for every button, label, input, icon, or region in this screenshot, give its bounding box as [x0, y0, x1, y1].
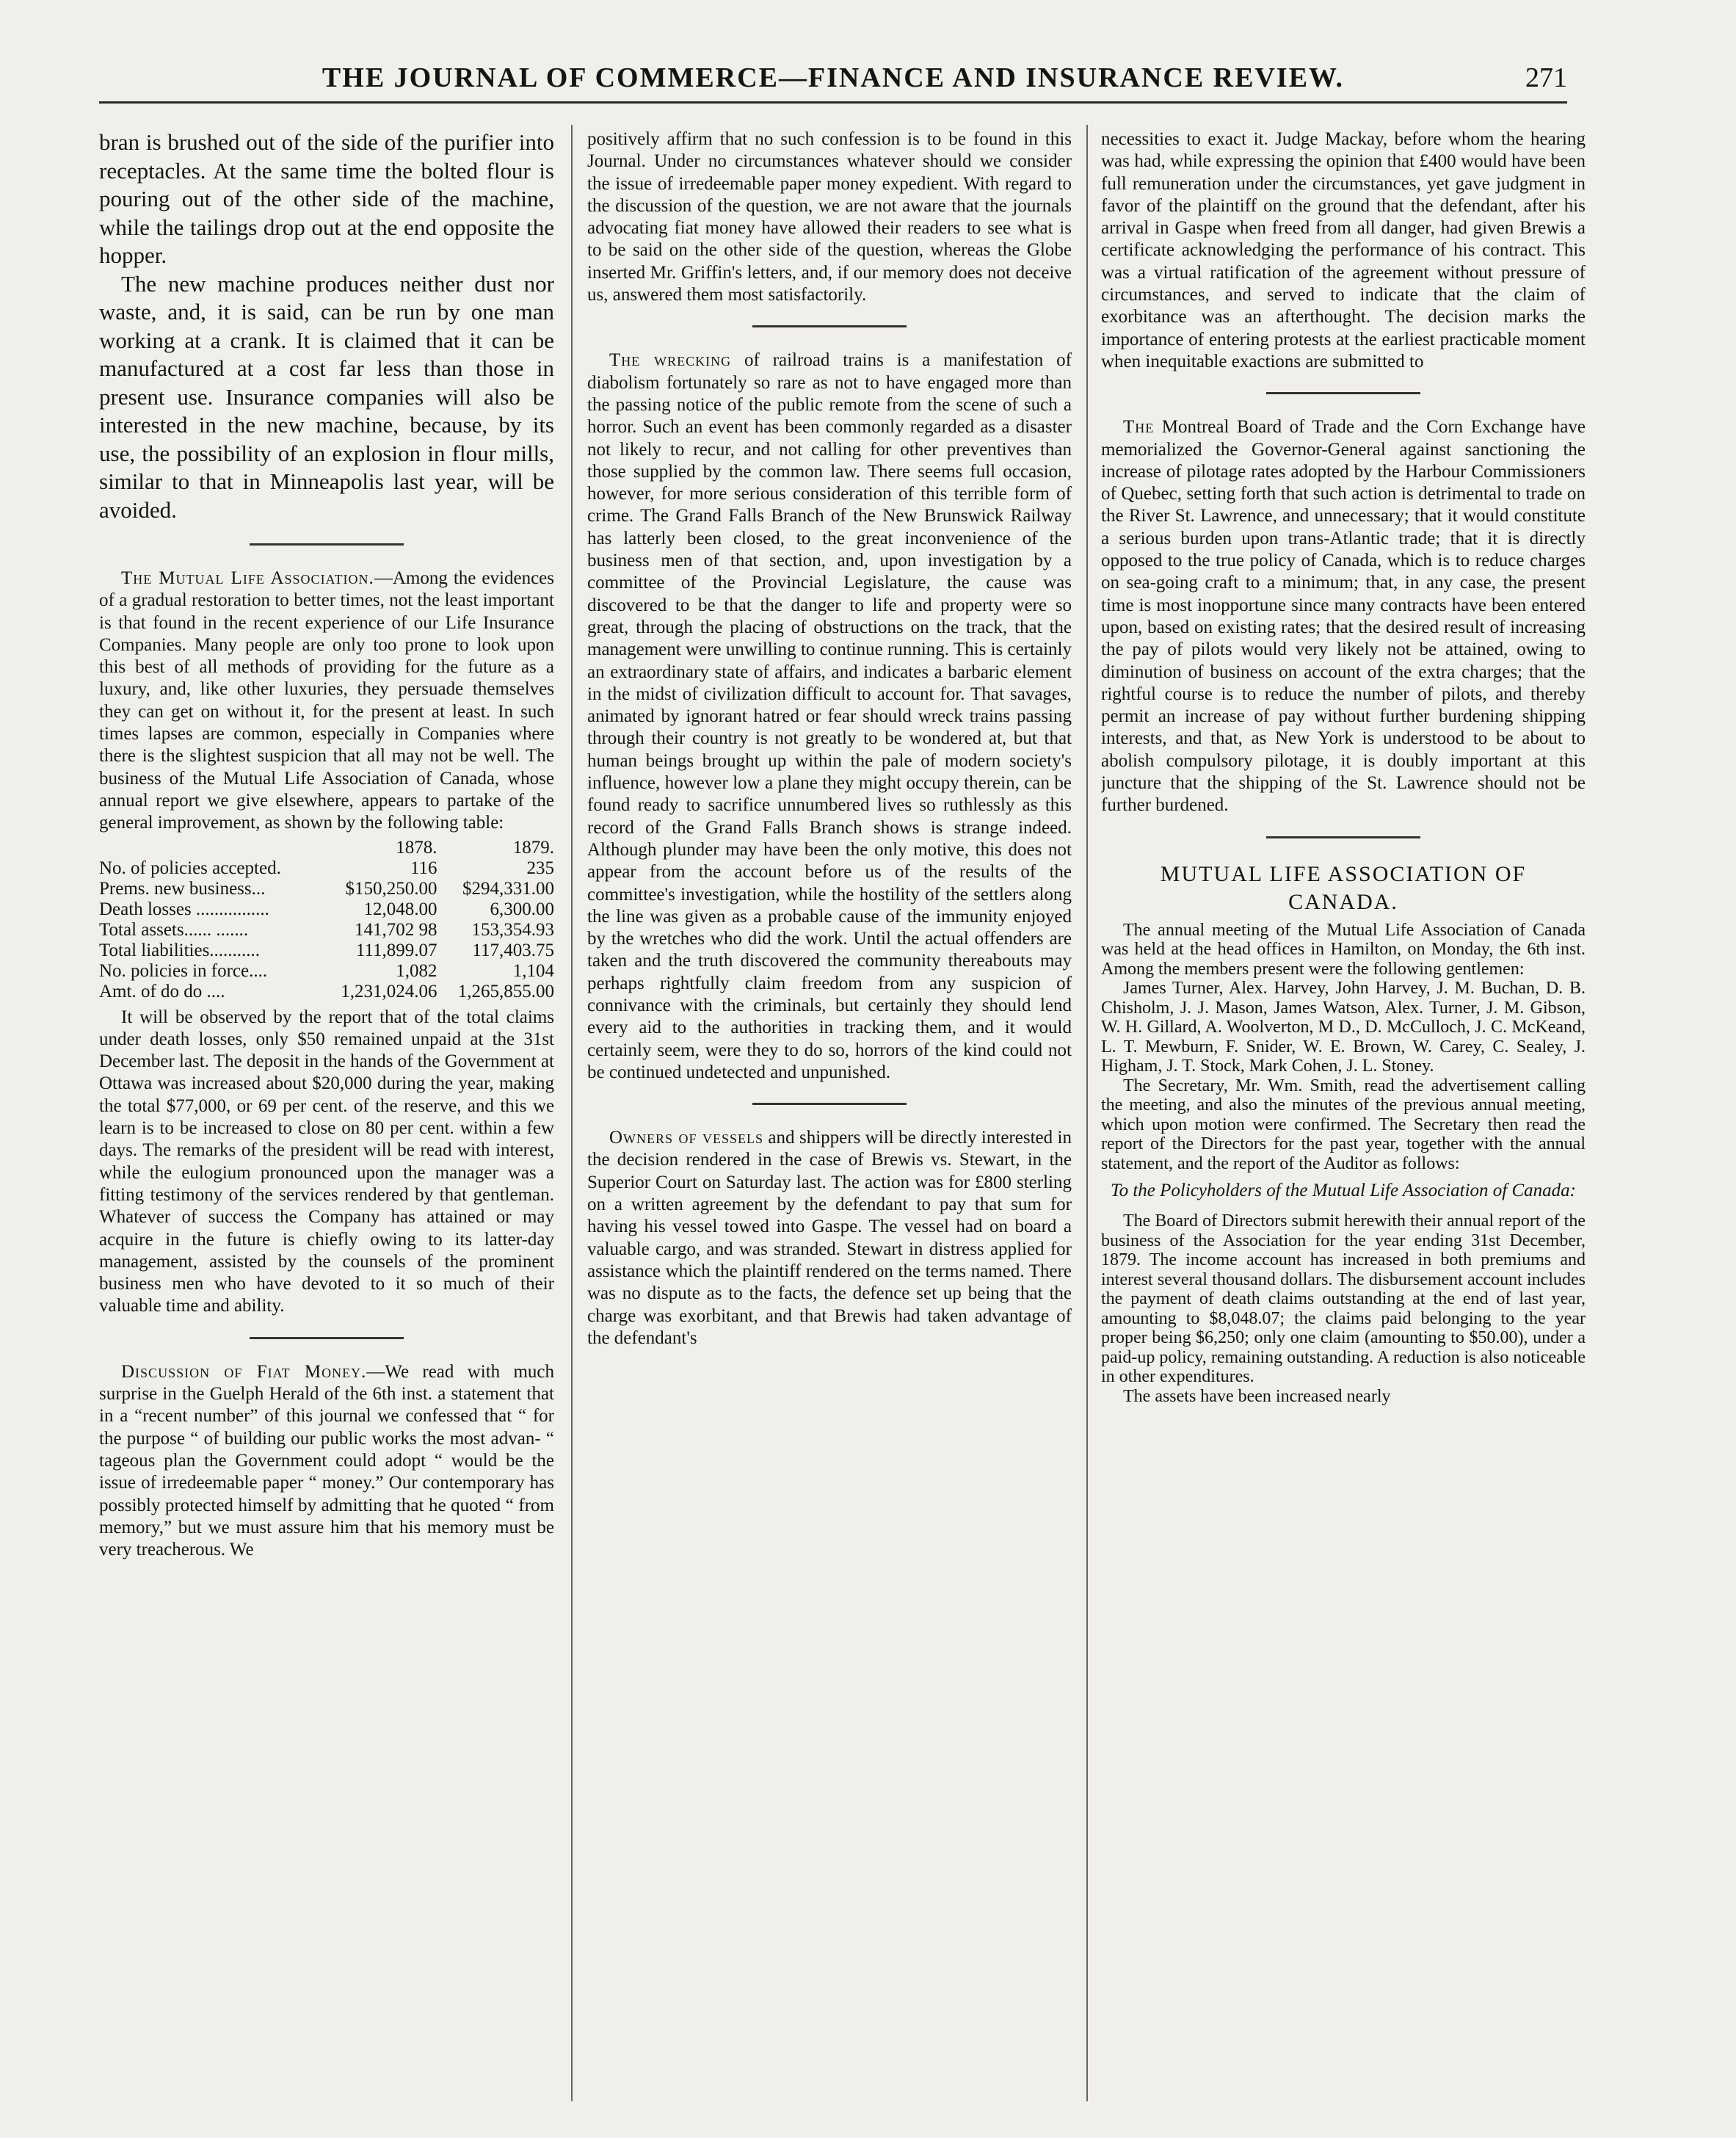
cell-1878: 116 [410, 858, 437, 878]
row-label: Death losses ................ [99, 899, 269, 919]
paragraph: The assets have been increased nearly [1123, 1386, 1391, 1406]
journal-title: THE JOURNAL OF COMMERCE—FINANCE AND INSURANCE REVIEW. [322, 62, 1345, 93]
section-divider [752, 325, 907, 327]
paragraph: The annual meeting of the Mutual Life Association of Canada was held at the head offices in Hamilton, on Monday, the 6th inst. Among the members present were the following gentlemen: [1101, 920, 1586, 979]
cell-1878: 111,899.07 [355, 940, 437, 960]
section-divider [1266, 836, 1420, 838]
cell-1879: 117,403.75 [472, 940, 554, 960]
cell-1879: $294,331.00 [462, 878, 554, 899]
section-divider [1266, 392, 1420, 394]
section-divider [250, 1337, 404, 1339]
cell-1878: $150,250.00 [345, 878, 437, 899]
article-heading: The wrecking [609, 350, 732, 371]
mutual-life-article [99, 568, 554, 835]
table-row [99, 879, 554, 899]
table-row [99, 961, 554, 982]
article-heading: The [1123, 417, 1155, 438]
column-divider [571, 125, 573, 2101]
article-heading: The Mutual Life Association. [121, 568, 374, 588]
article-heading: Discussion of Fiat Money. [121, 1361, 367, 1382]
vessel-owners-article [587, 1127, 1072, 1349]
cell-1879: 1,104 [512, 960, 554, 981]
pilotage-article [1101, 416, 1586, 816]
table-row [99, 941, 554, 961]
section-title-line: MUTUAL LIFE ASSOCIATION OF [1160, 861, 1527, 886]
flour-machine-article [99, 128, 554, 524]
row-label: No. of policies accepted. [99, 858, 281, 878]
column-right [1101, 128, 1586, 2094]
column-header: 1878. [396, 837, 437, 858]
section-divider [752, 1103, 907, 1105]
paragraph: positively affirm that no such confession is to be found in this Journal. Under no circumstances whatever should we consider the issue of irredeemable paper money expedient. With regard to the discussion of the question, we are not aware that the journals advocating fiat money have allowed their readers to see what is to be said on the other side of the question, whereas the Globe inserted Mr. Griffin's letters, and, if our memory does not deceive us, answered them most satisfactorily. [587, 129, 1072, 305]
row-label: Prems. new business... [99, 878, 266, 899]
paragraph: The Secretary, Mr. Wm. Smith, read the advertisement calling the meeting, and also the minutes of the previous annual meeting, which upon motion were confirmed. The Secretary then read the report of the Directors for the past year, together with the annual statement, and the report of the Auditor as follows: [1101, 1076, 1586, 1173]
article-text: Montreal Board of Trade and the Corn Exchange have memorialized the Governor-General against sanctioning the increase of pilotage rates adopted by the Harbour Commissioners of Quebec, setting forth that such action is detrimental to trade on the River St. Lawrence, and unnecessary; that it would constitute a serious burden upon trans-Atlantic trade; that it is directly opposed to the true policy of Canada, which is to reduce charges on sea-going craft to a minimum; that, in any case, the present time is most inopportune since many contracts have been entered upon, based on existing rates; that the desired result of increasing the pay of pilots would very likely not be attained, owing to diminution of business on account of the extra charges; that the rightful course is to reduce the number of pilots, and thereby permit an increase of pay without further burdening shipping interests, and that, as New York is understood to be about to abolish compulsory pilotage, it is doubly important at this juncture that the shipping of the St. Lawrence should not be further burdened. [1101, 417, 1586, 816]
paragraph: The Board of Directors submit herewith their annual report of the business of the Association for the year ending 31st December, 1879. The income account has increased in both premiums and interest several thousand dollars. The disbursement account includes the payment of death claims outstanding at the end of last year, amounting to $8,048.07; the claims paid belonging to the year proper being $6,250; only one claim (amounting to $50.00), under a paid-up policy, remaining outstanding. A reduction is also noticeable in other expenditures. [1101, 1211, 1586, 1387]
cell-1878: 1,082 [396, 960, 437, 981]
fiat-money-article [99, 1361, 554, 1562]
column-divider [1086, 125, 1088, 2101]
cell-1879: 6,300.00 [490, 899, 554, 919]
section-divider [250, 543, 404, 546]
table-row [99, 899, 554, 920]
article-text: and shippers will be directly interested in the decision rendered in the case of Brewis vs. Stewart, in the Superior Court on Saturday last. The action was for £800 sterling on a written agreement by the defendant to pay that sum for having his vessel towed into Gaspe. The vessel had on board a valuable cargo, and was stranded. Stewart in distress applied for assistance which the plaintiff rendered on the terms named. There was no dispute as to the facts, the defence set up being that the charge was exorbitant, and that Brewis had taken advantage of the defendant's [587, 1128, 1072, 1348]
annual-meeting-report [1101, 921, 1586, 1407]
paragraph: bran is brushed out of the side of the purifier into receptacles. At the same time the bolted flour is pouring out of the other side of the machine, while the tailings drop out at the end opposite the hopper. [99, 129, 554, 268]
paragraph: It will be observed by the report that of the total claims under death losses, only $50 remained unpaid at the 31st December last. The deposit in the hands of the Government at Ottawa was increased about $20,000 during the year, making the total $77,000, or 69 per cent. of the reserve, and this we learn is to be increased to close on 80 per cent. within a few days. The remarks of the president will be read with interest, while the eulogium pronounced upon the manager was a fitting testimony of the services rendered by that gentleman. Whatever of success the Company has attained or may acquire in the future is chiefly owing to its latter-day management, assisted by the counsels of the prominent business men who have devoted to it so much of their valuable time and ability. [99, 1007, 554, 1316]
column-left [99, 128, 554, 2094]
row-label: Amt. of do do .... [99, 981, 225, 1001]
article-text: of railroad trains is a manifestation of diabolism fortunately so rare as not to have engaged more than the passing notice of the public remote from the scene of such a horror. Such an event has been commonly regarded as a disaster not likely to recur, and not calling for other preventives than those supplied by the common law. There seems full occasion, however, for more serious consideration of this terrible form of crime. The Grand Falls Branch of the New Brunswick Railway has latterly been closed, to the great inconvenience of the business men of that section, and, upon investigation by a committee of the Provincial Legislature, the cause was discovered to be that the danger to life and property were so great, through the placing of obstructions on the track, that the management were unwilling to continue running. This is certainly an extraordinary state of affairs, and indicates a barbaric element in the midst of civilization difficult to account for. That savages, animated by ignorant hatred or fear should wreck trains passing through their country is not greatly to be wondered at, but that human beings brought up within the pale of modern society's influence, however low a plane they might occupy therein, can be found ready to sacrifice unnumbered lives so ruthlessly as this record of the Grand Falls Branch shows is strange indeed. Although plunder may have been the only motive, this does not appear from the account before us of the results of the committee's investigation, while the hostility of the settlers along the line was given as a probable cause of the immunity enjoyed by the wretches who did the work. Until the actual offenders are taken and the truth discovered the community thereabouts may perhaps rightfully claim freedom from any suspicion of connivance with the criminals, but certainly they should lend every aid to the authorities in tracking them, and it would certainly seem, were they to do so, horrors of the kind could not be continued undetected and unpunished. [587, 350, 1072, 1082]
section-title-line: CANADA. [1288, 889, 1398, 914]
cell-1879: 235 [526, 858, 554, 878]
statistics-table [99, 838, 554, 1002]
page-number: 271 [1525, 62, 1567, 93]
paragraph: necessities to exact it. Judge Mackay, before whom the hearing was had, while expressing the opinion that £400 would have been full remuneration under the circumstances, yet gave judgment in favor of the plaintiff on the ground that the defendant, after his arrival in Gaspe when freed from all danger, had given Brewis a certificate acknowledging the performance of his contract. This was a virtual ratification of the agreement without pressure of circumstances, and served to indicate that the claim of exorbitance was an afterthought. The decision marks the importance of entering protests at the earliest practicable moment when inequitable exactions are submitted to [1101, 129, 1586, 372]
cell-1878: 1,231,024.06 [341, 981, 437, 1001]
table-row [99, 920, 554, 941]
report-address: To the Policyholders of the Mutual Life Association of Canada: [1110, 1181, 1576, 1201]
page-header [99, 57, 1567, 104]
row-label: Total liabilities........... [99, 940, 261, 960]
cell-1879: 153,354.93 [471, 919, 554, 940]
paragraph: The new machine produces neither dust nor waste, and, it is said, can be run by one man working at a crank. It is claimed that it can be manufactured at a cost far less than those in present use. Insurance companies will also be interested in the new machine, because, by its use, the possibility of an explosion in flour mills, similar to that in Minneapolis last year, will be avoided. [99, 270, 554, 523]
table-row [99, 982, 554, 1002]
column-middle [587, 128, 1072, 2094]
article-text: —Among the evidences of a gradual restoration to better times, not the least important is that found in the recent experience of our Life Insurance Companies. Many people are only too prone to look upon this best of all methods of providing for the future as a luxury, and, like other luxuries, they persuade themselves they can get on without it, for the present at least. In such times lapses are common, especially in Companies where there is the slightest suspicion that all may not be well. The business of the Mutual Life Association of Canada, whose annual report we give elsewhere, appears to partake of the general improvement, as shown by the following table: [99, 568, 554, 833]
cell-1879: 1,265,855.00 [457, 981, 554, 1001]
article-text: —We read with much surprise in the Guelph Herald of the 6th inst. a statement that in a “recent number” of this journal we confessed that “ for the purpose “ of building our public works the most advan- “ tageous plan the Government could adopt “ would be the issue of irredeemable paper “ money.” Our contemporary has possibly protected himself by admitting that he quoted “ from memory,” but we must assure him that his memory must be very treacherous. We [99, 1361, 554, 1560]
cell-1878: 141,702 98 [355, 919, 437, 940]
article-heading: Owners of vessels [609, 1128, 763, 1148]
row-label: No. policies in force.... [99, 960, 268, 981]
attendee-list: James Turner, Alex. Harvey, John Harvey, J. M. Buchan, D. B. Chisholm, J. J. Mason, James Watson, Alex. Turner, J. M. Gibson, W. H. Gillard, A. Woolverton, M D., D. McCulloch, J. C. McKeand, L. T. Mewburn, F. Snider, W. E. Brown, W. Carey, C. Sealey, J. Higham, J. T. Stock, Mark Cohen, J. L. Stoney. [1101, 979, 1586, 1076]
column-header: 1879. [512, 837, 554, 858]
section-title [1101, 860, 1586, 916]
cell-1878: 12,048.00 [363, 899, 437, 919]
row-label: Total assets...... ....... [99, 919, 249, 940]
table-row [99, 858, 554, 879]
table-header-row [99, 838, 554, 858]
train-wrecking-article [587, 349, 1072, 1084]
